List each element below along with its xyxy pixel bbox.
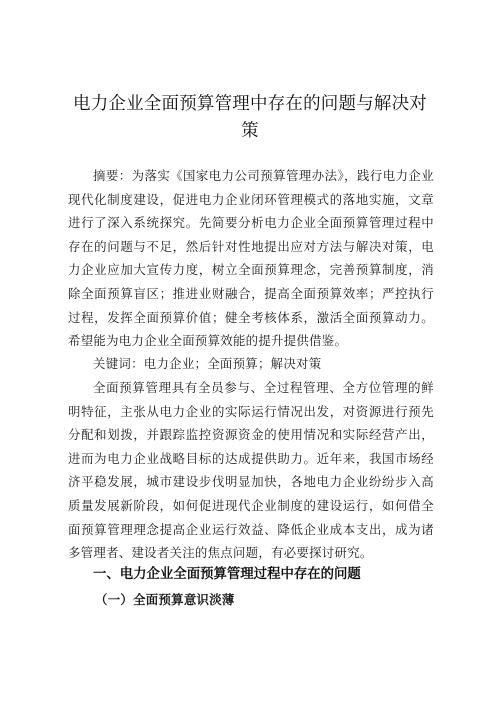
abstract-paragraph: 摘要：为落实《国家电力公司预算管理办法》，践行电力企业现代化制度建设，促进电力企业闭环管理模式的落地实施，文章进行了深入系统探究。先简要分析电力企业全面预算管理过程中存在的问题与不足，然后针对性地提出应对方法与解决对策，电力企业应加大宣传力度，树立全面预算理念，完善预算制度，消除全面预算盲区；推进业财融合，提高全面预算效率；严控执行过程，发挥全面预算价值；健全考核体系，激活全面预算动力。希望能为电力企业全面预算效能的提升提供借鉴。 — [68, 168, 434, 349]
subsection-heading: （一）全面预算意识淡薄 — [95, 592, 235, 607]
paper-title: 电力企业全面预算管理中存在的问题与解决对策 — [73, 94, 427, 141]
keywords-line: 关键词：电力企业；全面预算；解决对策 — [93, 356, 322, 371]
section-heading: 一、电力企业全面预算管理过程中存在的问题 — [93, 567, 361, 582]
body-paragraph: 全面预算管理具有全员参与、全过程管理、全方位管理的鲜明特征，主张从电力企业的实际运行情况出发，对资源进行预先分配和划拨，并跟踪监控资源资金的使用情况和实际经营产出，进而为电力企业战略目标的达成提供助力。近年来，我国市场经济平稳发展，城市建设步伐明显加快，各地电力企业纷纷步入高质量发展新阶段，如何促进现代企业制度的建设运行，如何借全面预算管理理念提高企业运行效益、降低企业成本支出，成为诸多管理者、建设者关注的焦点问题，有必要探讨研究。 — [68, 380, 434, 561]
